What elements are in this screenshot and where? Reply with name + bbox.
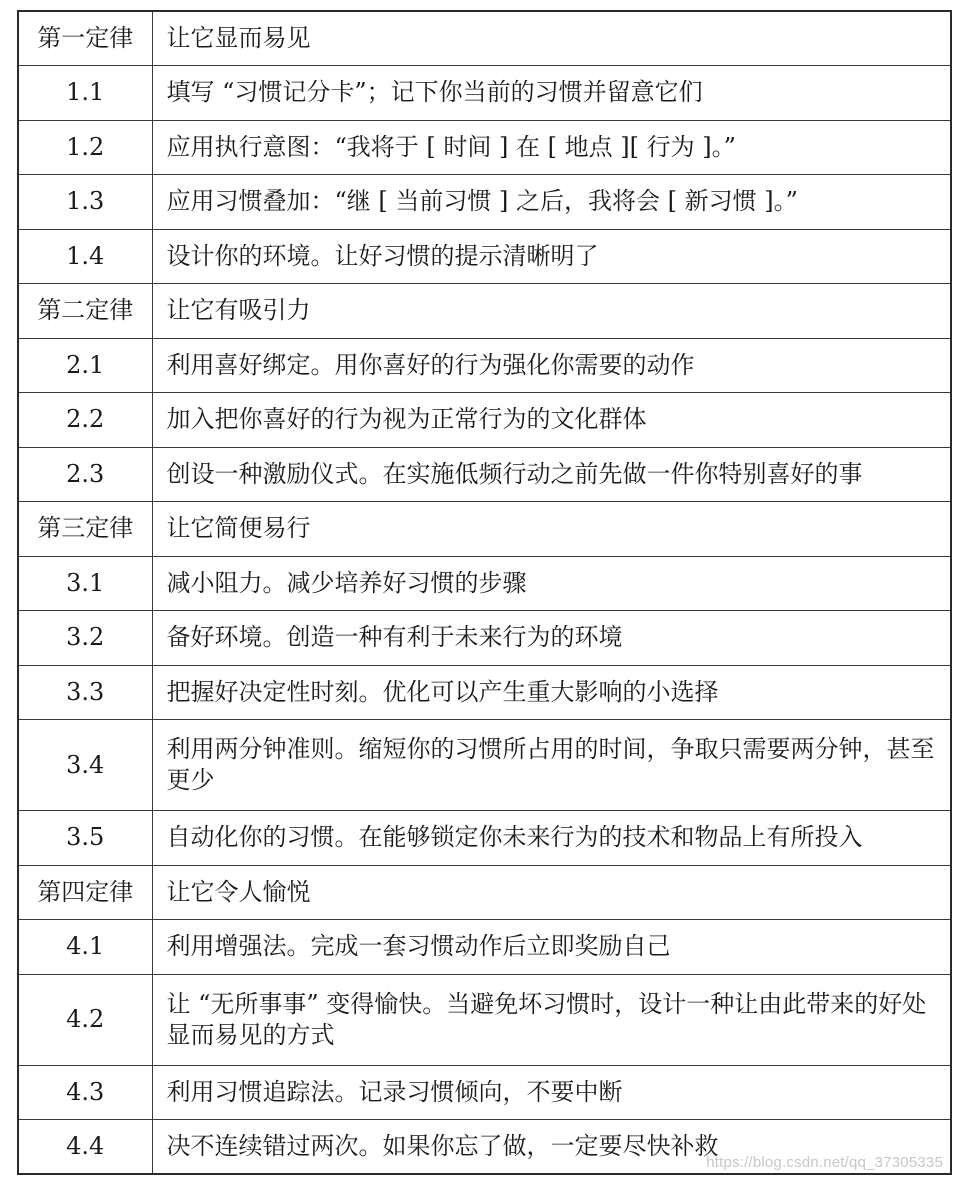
- table-row-law-1: [18, 11, 951, 66]
- table-row-4-2: [18, 974, 951, 1065]
- table-row-3-5: [18, 811, 951, 866]
- table-body: [18, 11, 951, 1174]
- table-row-4-3: [18, 1065, 951, 1120]
- watermark-url: https://blog.csdn.net/qq_37305335: [706, 1154, 943, 1171]
- item-number: 3.1: [18, 556, 152, 611]
- item-number: 2.1: [18, 338, 152, 393]
- law-4-label: 第四定律: [18, 865, 152, 920]
- item-number: 1.2: [18, 120, 152, 175]
- item-text: 设计你的环境。让好习惯的提示清晰明了: [152, 229, 951, 284]
- table-row-1-1: [18, 66, 951, 121]
- item-number: 1.1: [18, 66, 152, 121]
- item-text: 利用增强法。完成一套习惯动作后立即奖励自己: [152, 920, 951, 975]
- item-text: 应用习惯叠加：“继 [ 当前习惯 ] 之后，我将会 [ 新习惯 ]。”: [152, 175, 951, 230]
- table-row-4-1: [18, 920, 951, 975]
- item-text: 应用执行意图：“我将于 [ 时间 ] 在 [ 地点 ][ 行为 ]。”: [152, 120, 951, 175]
- habit-laws-table: [17, 10, 952, 1175]
- item-text: 利用两分钟准则。缩短你的习惯所占用的时间，争取只需要两分钟，甚至更少: [152, 720, 951, 811]
- item-number: 3.5: [18, 811, 152, 866]
- item-text: 减小阻力。减少培养好习惯的步骤: [152, 556, 951, 611]
- item-number: 1.3: [18, 175, 152, 230]
- table-row-1-2: [18, 120, 951, 175]
- table-row-3-2: [18, 611, 951, 666]
- item-number: 4.1: [18, 920, 152, 975]
- item-number: 2.3: [18, 447, 152, 502]
- table-row-3-4: [18, 720, 951, 811]
- item-text: 让 “无所事事” 变得愉快。当避免坏习惯时，设计一种让由此带来的好处显而易见的方式: [152, 974, 951, 1065]
- item-text: 利用习惯追踪法。记录习惯倾向，不要中断: [152, 1065, 951, 1120]
- item-text: 加入把你喜好的行为视为正常行为的文化群体: [152, 393, 951, 448]
- law-1-title: 让它显而易见: [152, 11, 951, 66]
- item-number: 3.4: [18, 720, 152, 811]
- table-row-1-3: [18, 175, 951, 230]
- law-1-label: 第一定律: [18, 11, 152, 66]
- law-3-label: 第三定律: [18, 502, 152, 557]
- law-2-label: 第二定律: [18, 284, 152, 339]
- item-text: 创设一种激励仪式。在实施低频行动之前先做一件你特别喜好的事: [152, 447, 951, 502]
- item-number: 3.3: [18, 665, 152, 720]
- law-3-title: 让它简便易行: [152, 502, 951, 557]
- item-text: 把握好决定性时刻。优化可以产生重大影响的小选择: [152, 665, 951, 720]
- table-row-3-3: [18, 665, 951, 720]
- item-text: 决不连续错过两次。如果你忘了做，一定要尽快补救: [152, 1120, 951, 1175]
- table-row-law-2: [18, 284, 951, 339]
- law-2-title: 让它有吸引力: [152, 284, 951, 339]
- table-row-law-3: [18, 502, 951, 557]
- table-row-law-4: [18, 865, 951, 920]
- table-row-2-3: [18, 447, 951, 502]
- item-text: 利用喜好绑定。用你喜好的行为强化你需要的动作: [152, 338, 951, 393]
- item-number: 4.3: [18, 1065, 152, 1120]
- item-number: 2.2: [18, 393, 152, 448]
- table-row-2-2: [18, 393, 951, 448]
- item-number: 4.2: [18, 974, 152, 1065]
- item-number: 3.2: [18, 611, 152, 666]
- table-row-2-1: [18, 338, 951, 393]
- item-text: 自动化你的习惯。在能够锁定你未来行为的技术和物品上有所投入: [152, 811, 951, 866]
- table-row-1-4: [18, 229, 951, 284]
- item-number: 1.4: [18, 229, 152, 284]
- item-text: 备好环境。创造一种有利于未来行为的环境: [152, 611, 951, 666]
- item-text: 填写 “习惯记分卡”；记下你当前的习惯并留意它们: [152, 66, 951, 121]
- law-4-title: 让它令人愉悦: [152, 865, 951, 920]
- item-number: 4.4: [18, 1120, 152, 1175]
- table-row-3-1: [18, 556, 951, 611]
